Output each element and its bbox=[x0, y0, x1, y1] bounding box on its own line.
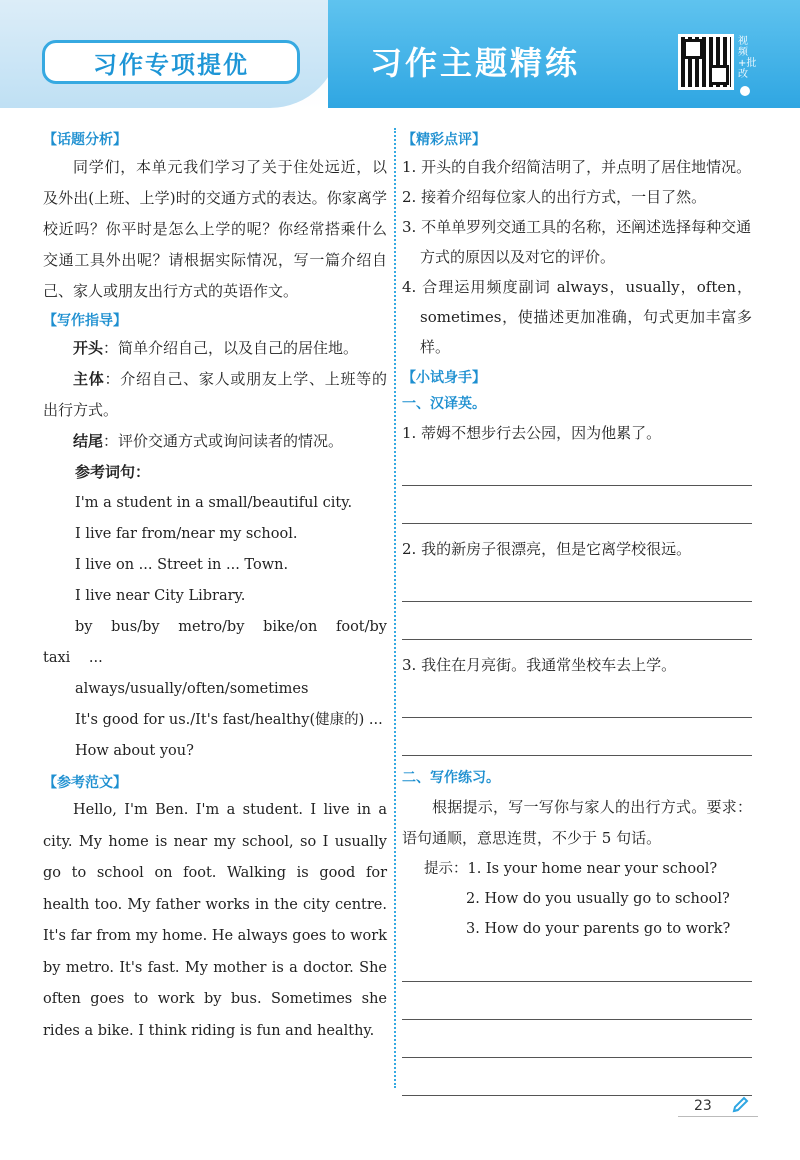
answer-line[interactable] bbox=[402, 718, 752, 756]
guide-text: ：评价交通方式或询问读者的情况。 bbox=[103, 432, 344, 450]
qr-code-icon[interactable] bbox=[678, 34, 734, 90]
writing-guide-tag: 【写作指导】 bbox=[43, 313, 127, 329]
guide-text: ：简单介绍自己，以及自己的居住地。 bbox=[103, 339, 359, 357]
column-divider bbox=[394, 128, 396, 1088]
answer-line[interactable] bbox=[402, 564, 752, 602]
part2-title: 二、写作练习。 bbox=[402, 770, 500, 786]
answer-line[interactable] bbox=[402, 1058, 752, 1096]
guide-lead: 开头 bbox=[73, 339, 104, 357]
pencil-icon bbox=[731, 1096, 749, 1114]
topic-analysis-text: 同学们，本单元我们学习了关于住处远近，以及外出(上班、上学)时的交通方式的表达。你家离学校近吗？你平时是怎么上学的呢？你经常搭乘什么交通工具外出呢？请根据实际情况，写一篇介绍自己、家人或朋友出行方式的英语作文。 bbox=[43, 158, 387, 300]
reference-line: I live near City Library. bbox=[75, 588, 246, 604]
answer-line[interactable] bbox=[402, 1020, 752, 1058]
reference-line: It's good for us./It's fast/healthy(健康的) ... bbox=[75, 712, 383, 728]
translate-question: 1. 蒂姆不想步行去公园，因为他累了。 bbox=[402, 424, 662, 442]
guide-body bbox=[43, 364, 387, 426]
sample-essay-text: Hello, I'm Ben. I'm a student. I live in a city. My home is near my school, so I usually go to school on foot. Walking is good for health too. My father works in the city centre. It's far from my home. He always goes to work by metro. It's fast. My mother is a doctor. She often goes to work by bus. Sometimes she rides a bike. I think riding is fun and healthy. bbox=[43, 802, 387, 1039]
guide-lead: 结尾 bbox=[73, 432, 104, 450]
part1-title: 一、汉译英。 bbox=[402, 396, 486, 412]
reference-line: I live far from/near my school. bbox=[75, 526, 298, 542]
comment-item: 4. 合理运用频度副词 always，usually，often，sometimes，使描述更加准确，句式更加丰富多样。 bbox=[402, 278, 752, 356]
answer-line[interactable] bbox=[402, 602, 752, 640]
guide-opening bbox=[43, 333, 387, 364]
reference-line: I live on ... Street in ... Town. bbox=[75, 557, 289, 573]
answer-line[interactable] bbox=[402, 486, 752, 524]
comment-item: 3. 不单单罗列交通工具的名称，还阐述选择每种交通方式的原因以及对它的评价。 bbox=[402, 218, 752, 266]
reference-line: How about you? bbox=[75, 743, 194, 759]
reference-line: by bus/by metro/by bike/on foot/by taxi ... bbox=[43, 619, 387, 666]
play-icon[interactable] bbox=[740, 86, 750, 96]
comment-item: 2. 接着介绍每位家人的出行方式，一目了然。 bbox=[402, 188, 707, 206]
hint-line: 3. How do your parents go to work? bbox=[466, 921, 731, 937]
guide-text: ：介绍自己、家人或朋友上学、上班等的出行方式。 bbox=[43, 370, 387, 419]
practice-tag: 【小试身手】 bbox=[402, 370, 486, 386]
answer-line[interactable] bbox=[402, 680, 752, 718]
section-label: 习作专项提优 bbox=[93, 50, 249, 79]
answer-line[interactable] bbox=[402, 982, 752, 1020]
answer-line[interactable] bbox=[402, 448, 752, 486]
part2-instructions: 根据提示，写一写你与家人的出行方式。要求：语句通顺，意思连贯，不少于 5 句话。 bbox=[402, 798, 752, 847]
topic-analysis-tag: 【话题分析】 bbox=[43, 132, 127, 148]
page-title: 习作主题精练 bbox=[370, 44, 581, 82]
footer-rule bbox=[678, 1116, 758, 1117]
qr-caption: 视频+批改 bbox=[738, 36, 757, 80]
sample-essay-tag: 【参考范文】 bbox=[43, 775, 127, 791]
section-label-box bbox=[42, 40, 300, 84]
right-column bbox=[402, 128, 752, 1096]
hint-line: 2. How do you usually go to school? bbox=[466, 891, 730, 907]
hint-line: 提示：1. Is your home near your school? bbox=[424, 861, 718, 877]
reference-line: always/usually/often/sometimes bbox=[75, 681, 309, 697]
comment-tag: 【精彩点评】 bbox=[402, 132, 486, 148]
guide-lead: 主体 bbox=[73, 370, 105, 388]
guide-ending bbox=[43, 426, 387, 457]
left-column bbox=[43, 128, 387, 1047]
answer-line[interactable] bbox=[402, 944, 752, 982]
reference-line: I'm a student in a small/beautiful city. bbox=[75, 495, 353, 511]
translate-question: 2. 我的新房子很漂亮，但是它离学校很远。 bbox=[402, 540, 692, 558]
comment-item: 1. 开头的自我介绍简洁明了，并点明了居住地情况。 bbox=[402, 158, 752, 176]
translate-question: 3. 我住在月亮街。我通常坐校车去上学。 bbox=[402, 656, 677, 674]
page-number: 23 bbox=[694, 1098, 712, 1114]
reference-label: 参考词句： bbox=[75, 463, 151, 481]
